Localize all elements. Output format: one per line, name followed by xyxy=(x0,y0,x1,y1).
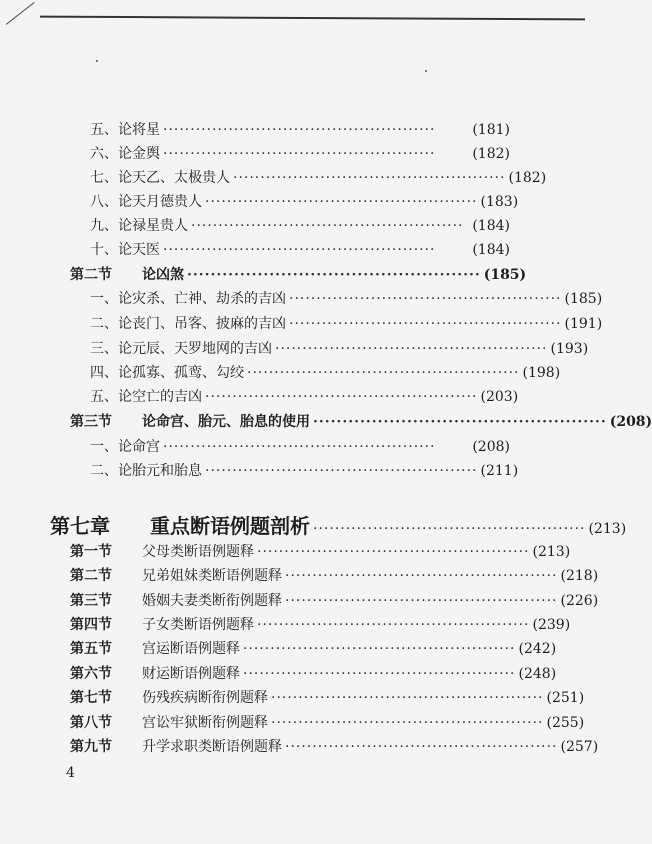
page-number: 4 xyxy=(66,765,75,781)
dot-leader: ·················································· xyxy=(243,641,516,657)
entry-label: 二、论胎元和胎息 xyxy=(90,463,202,479)
entry-label: 七、论天乙、太极贵人 xyxy=(90,170,230,186)
section-number: 第二节 xyxy=(70,267,112,283)
entry-page: (191) xyxy=(564,316,603,332)
dot-leader: ·················································· xyxy=(257,544,530,560)
toc-entry xyxy=(90,143,510,163)
section-number: 第四节 xyxy=(70,617,112,633)
entry-page: (213) xyxy=(588,521,627,537)
dot-leader: ·················································· xyxy=(163,242,436,258)
section-number: 第一节 xyxy=(70,544,112,560)
section-number: 第三节 xyxy=(70,593,112,609)
dot-leader: ·················································· xyxy=(285,593,558,609)
toc-entry xyxy=(90,313,603,333)
toc-section xyxy=(70,736,599,756)
toc-section xyxy=(70,565,599,585)
section-title: 伤残疾病断衔例题释 xyxy=(142,690,268,706)
entry-page: (181) xyxy=(472,122,510,138)
dot-leader: ·················································· xyxy=(163,146,436,162)
section-number: 第九节 xyxy=(70,739,112,755)
toc-entry xyxy=(90,167,547,187)
section-title: 财运断语例题释 xyxy=(142,666,240,682)
section-title: 兄弟姐妹类断语例题释 xyxy=(142,568,282,584)
entry-page: (184) xyxy=(472,242,510,258)
entry-page: (226) xyxy=(560,593,599,609)
entry-page: (213) xyxy=(532,544,571,560)
section-title: 婚姻夫妻类断衔例题释 xyxy=(142,593,282,609)
entry-page: (184) xyxy=(472,218,510,234)
toc-section xyxy=(70,638,557,658)
dot-leader: ·················································· xyxy=(205,463,478,479)
toc-chapter xyxy=(50,510,627,539)
entry-page: (211) xyxy=(480,463,519,479)
dot-leader: ·················································· xyxy=(271,690,544,706)
dot-leader: ·················································· xyxy=(271,715,544,731)
entry-label: 九、论禄星贵人 xyxy=(90,218,188,234)
speck xyxy=(425,70,427,72)
entry-label: 一、论灾杀、亡神、劫杀的吉凶 xyxy=(90,291,286,307)
entry-label: 三、论元辰、天罗地网的吉凶 xyxy=(90,341,272,357)
entry-label: 十、论天医 xyxy=(90,242,160,258)
entry-page: (198) xyxy=(522,365,561,381)
section-number: 第三节 xyxy=(70,414,112,430)
entry-page: (218) xyxy=(560,568,599,584)
entry-label: 一、论命宫 xyxy=(90,439,160,455)
entry-label: 六、论金舆 xyxy=(90,146,160,162)
dot-leader: ·················································· xyxy=(191,218,464,234)
dot-leader: ·················································· xyxy=(243,666,516,682)
entry-label: 二、论丧门、吊客、披麻的吉凶 xyxy=(90,316,286,332)
dot-leader: ·················································· xyxy=(285,739,558,755)
entry-page: (248) xyxy=(518,666,557,682)
section-number: 第五节 xyxy=(70,641,112,657)
entry-label: 四、论孤寡、孤鸾、勾绞 xyxy=(90,365,244,381)
dot-leader: ·················································· xyxy=(205,389,478,405)
toc-entry xyxy=(90,362,561,382)
section-title: 论凶煞 xyxy=(142,267,184,283)
toc-section xyxy=(70,411,652,431)
entry-page: (183) xyxy=(480,194,519,210)
dot-leader: ·················································· xyxy=(233,170,506,186)
toc-section xyxy=(70,687,585,707)
toc-section xyxy=(70,590,599,610)
top-rule xyxy=(40,16,585,21)
entry-label: 五、论空亡的吉凶 xyxy=(90,389,202,405)
toc-entry xyxy=(90,288,603,308)
toc-entry xyxy=(90,239,510,259)
entry-page: (208) xyxy=(609,414,652,430)
toc-section xyxy=(70,712,585,732)
entry-page: (239) xyxy=(532,617,571,633)
entry-page: (208) xyxy=(472,439,510,455)
entry-label: 五、论将星 xyxy=(90,122,160,138)
toc-section xyxy=(70,614,571,634)
dot-leader: ·················································· xyxy=(205,194,478,210)
section-title: 宫运断语例题释 xyxy=(142,641,240,657)
toc-entry xyxy=(90,386,519,406)
dot-leader: ·················································· xyxy=(285,568,558,584)
dot-leader: ·················································· xyxy=(187,267,481,283)
speck xyxy=(96,60,98,62)
toc-entry xyxy=(90,119,510,139)
entry-page: (182) xyxy=(508,170,547,186)
toc-entry xyxy=(90,436,510,456)
section-title: 宫讼牢狱断衔例题释 xyxy=(142,715,268,731)
chapter-title: 重点断语例题剖析 xyxy=(150,514,310,538)
dot-leader: ·················································· xyxy=(289,291,562,307)
toc-section xyxy=(70,541,571,561)
dot-leader: ·················································· xyxy=(313,414,607,430)
entry-page: (257) xyxy=(560,739,599,755)
dot-leader: ·················································· xyxy=(275,341,548,357)
entry-page: (251) xyxy=(546,690,585,706)
entry-page: (193) xyxy=(550,341,589,357)
dot-leader: ·················································· xyxy=(247,365,520,381)
toc-section xyxy=(70,264,527,284)
section-number: 第六节 xyxy=(70,666,112,682)
toc-entry xyxy=(90,191,519,211)
entry-page: (203) xyxy=(480,389,519,405)
entry-label: 八、论天月德贵人 xyxy=(90,194,202,210)
entry-page: (255) xyxy=(546,715,585,731)
toc-entry xyxy=(90,338,589,358)
section-number: 第八节 xyxy=(70,715,112,731)
dot-leader: ·················································· xyxy=(163,439,436,455)
entry-page: (185) xyxy=(564,291,603,307)
toc-section xyxy=(70,663,557,683)
section-title: 论命宫、胎元、胎息的使用 xyxy=(142,414,310,430)
entry-page: (182) xyxy=(472,146,510,162)
chapter-number: 第七章 xyxy=(50,514,110,538)
dot-leader: ·················································· xyxy=(289,316,562,332)
toc-entry xyxy=(90,215,510,235)
section-title: 升学求职类断语例题释 xyxy=(142,739,282,755)
section-number: 第二节 xyxy=(70,568,112,584)
toc-entry xyxy=(90,460,519,480)
dot-leader: ·················································· xyxy=(313,521,586,537)
section-number: 第七节 xyxy=(70,690,112,706)
dot-leader: ·················································· xyxy=(257,617,530,633)
dot-leader: ·················································· xyxy=(163,122,436,138)
corner-mark xyxy=(6,2,35,25)
section-title: 父母类断语例题释 xyxy=(142,544,254,560)
section-title: 子女类断语例题释 xyxy=(142,617,254,633)
entry-page: (242) xyxy=(518,641,557,657)
entry-page: (185) xyxy=(483,267,527,283)
